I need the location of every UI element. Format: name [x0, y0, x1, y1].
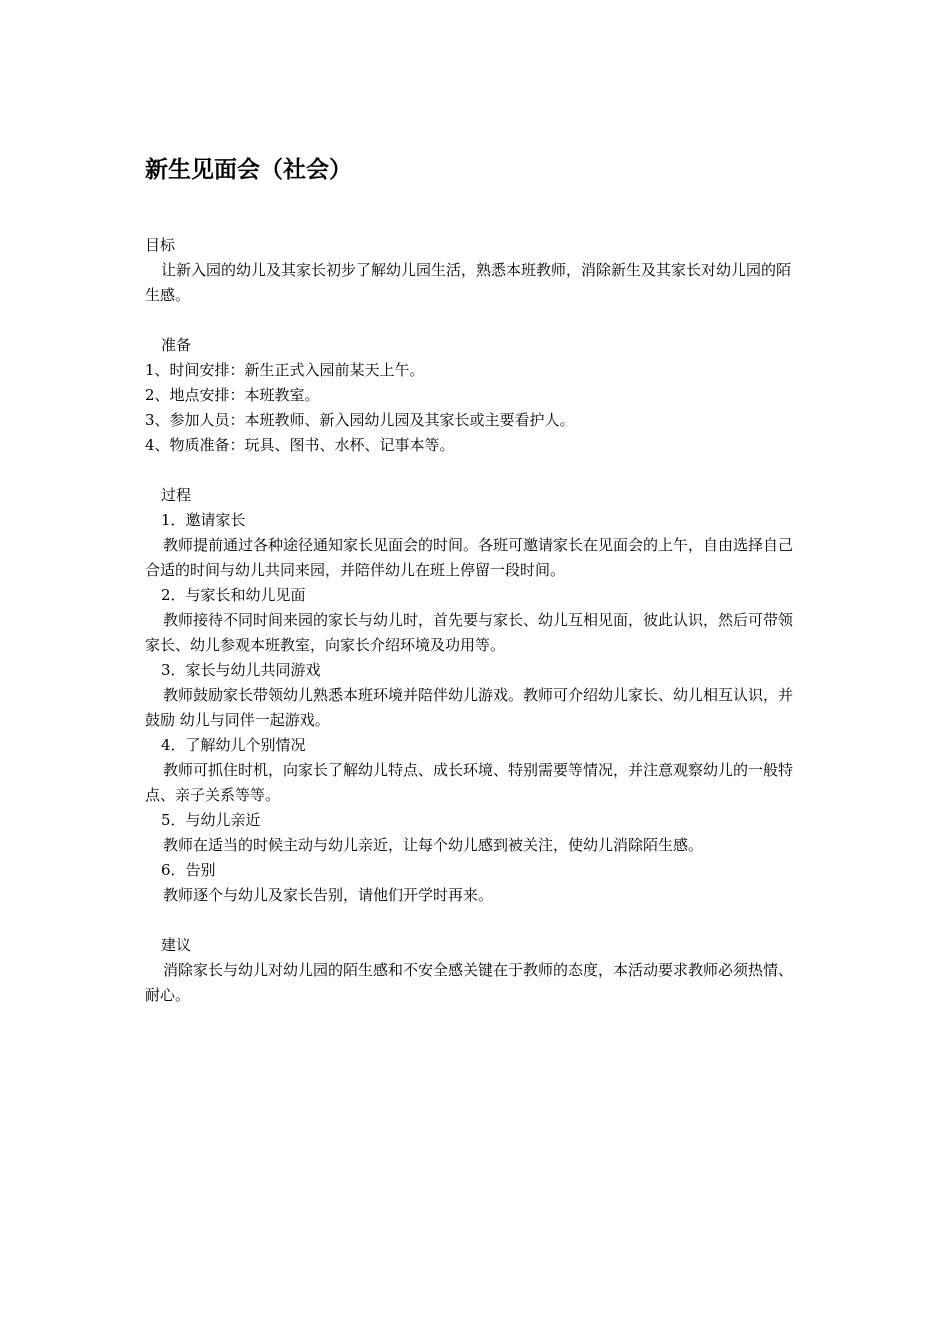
spacer [145, 458, 805, 483]
goal-heading: 目标 [145, 236, 176, 254]
suggestion-heading: 建议 [161, 936, 192, 954]
process-step-text: 教师可抓住时机，向家长了解幼儿特点、成长环境、特别需要等情况，并注意观察幼儿的一般特点、亲子关系等等。 [145, 761, 794, 804]
process-step-title: 4．了解幼儿个别情况 [161, 736, 306, 754]
prep-item: 1、时间安排：新生正式入园前某天上午。 [145, 361, 425, 379]
suggestion-text: 消除家长与幼儿对幼儿园的陌生感和不安全感关键在于教师的态度，本活动要求教师必须热情、耐心。 [145, 961, 794, 1004]
prep-section [145, 333, 805, 458]
process-step-title: 3．家长与幼儿共同游戏 [161, 661, 321, 679]
suggestion-section [145, 933, 805, 1008]
document-body [145, 233, 805, 1008]
process-heading: 过程 [161, 486, 192, 504]
process-step-text: 教师鼓励家长带领幼儿熟悉本班环境并陪伴幼儿游戏。教师可介绍幼儿家长、幼儿相互认识，并鼓励 幼儿与同伴一起游戏。 [145, 686, 794, 729]
goal-section [145, 233, 805, 308]
process-step-title: 1．邀请家长 [161, 511, 246, 529]
process-step-text: 教师提前通过各种途径通知家长见面会的时间。各班可邀请家长在见面会的上午，自由选择自己合适的时间与幼儿共同来园，并陪伴幼儿在班上停留一段时间。 [145, 536, 794, 579]
process-step-text: 教师逐个与幼儿及家长告别，请他们开学时再来。 [163, 886, 494, 904]
process-step-text: 教师在适当的时候主动与幼儿亲近，让每个幼儿感到被关注，使幼儿消除陌生感。 [163, 836, 704, 854]
process-step-text: 教师接待不同时间来园的家长与幼儿时，首先要与家长、幼儿互相见面，彼此认识，然后可带领家长、幼儿参观本班教室，向家长介绍环境及功用等。 [145, 611, 794, 654]
prep-heading: 准备 [161, 336, 192, 354]
prep-item: 2、地点安排：本班教室。 [145, 386, 320, 404]
process-step-title: 2．与家长和幼儿见面 [161, 586, 306, 604]
goal-text: 让新入园的幼儿及其家长初步了解幼儿园生活，熟悉本班教师，消除新生及其家长对幼儿园的陌生感。 [145, 261, 792, 304]
process-step-title: 6．告别 [161, 861, 216, 879]
process-step-title: 5．与幼儿亲近 [161, 811, 261, 829]
spacer [145, 908, 805, 933]
page-title: 新生见面会（社会） [145, 156, 352, 183]
prep-item: 4、物质准备：玩具、图书、水杯、记事本等。 [145, 436, 455, 454]
prep-item: 3、参加人员：本班教师、新入园幼儿园及其家长或主要看护人。 [145, 411, 575, 429]
process-section [145, 483, 805, 908]
spacer [145, 308, 805, 333]
